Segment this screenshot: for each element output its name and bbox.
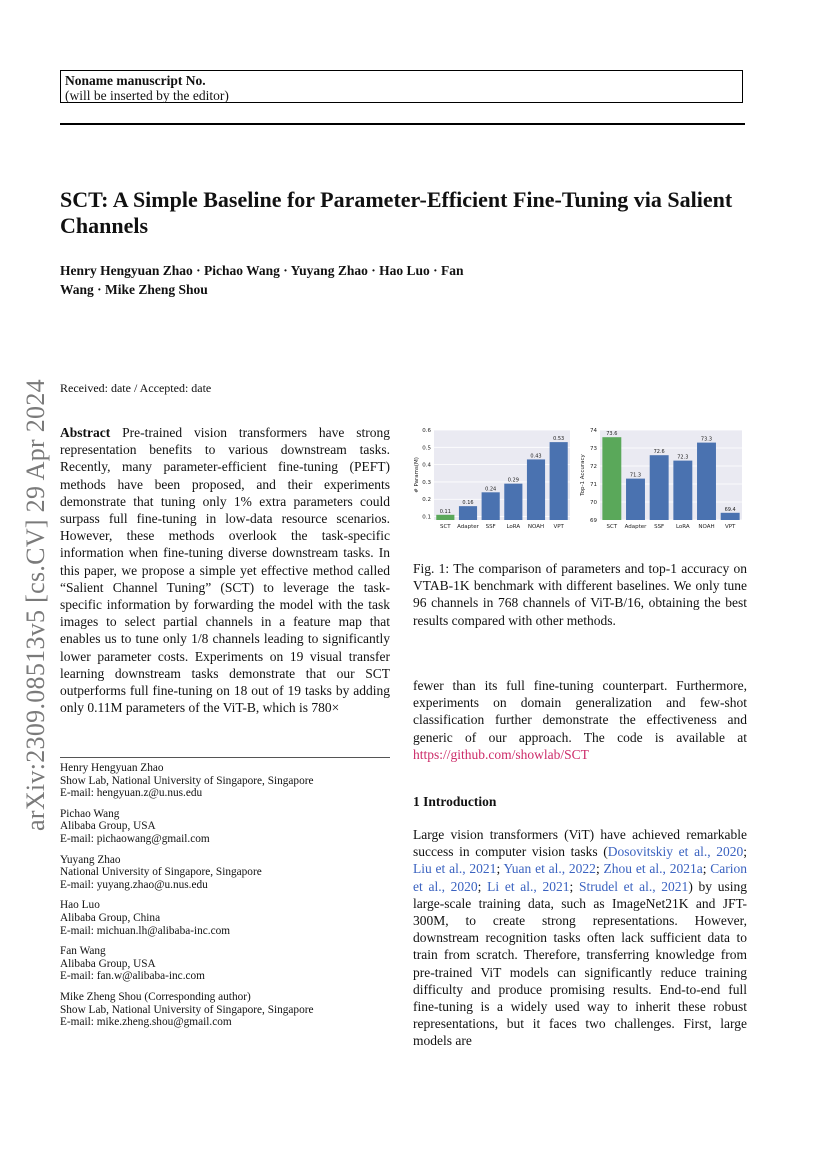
affiliations xyxy=(60,762,390,1037)
affiliation-org: Alibaba Group, USA xyxy=(60,820,156,833)
affiliation-email: E-mail: yuyang.zhao@u.nus.edu xyxy=(60,878,208,891)
abstract-label: Abstract xyxy=(60,425,111,440)
abstract-continuation-text: fewer than its full fine-tuning counterpart. Furthermore, experiments on domain generalization and few-shot classification further demonstrate the effectiveness and generic of our approach. The code is available at xyxy=(413,678,747,745)
intro-text: Large vision transformers (ViT) have achieved remarkable success in computer vision tasks ( xyxy=(413,827,747,860)
bar xyxy=(697,443,716,520)
affiliation-entry xyxy=(60,854,390,892)
section-heading: 1 Introduction xyxy=(413,794,497,809)
data-label: 0.16 xyxy=(462,500,474,507)
received-line: Received: date / Accepted: date xyxy=(60,381,212,395)
bar xyxy=(721,513,740,520)
bar xyxy=(550,442,568,520)
bar xyxy=(673,461,692,520)
bar xyxy=(504,484,522,520)
citation-separator: ; xyxy=(743,844,747,860)
citation-separator: ; xyxy=(569,878,579,894)
y-tick-label: 74 xyxy=(590,428,597,434)
affiliation-org: Alibaba Group, USA xyxy=(60,957,156,970)
x-tick-label: NOAH xyxy=(698,524,715,530)
code-link[interactable]: https://github.com/showlab/SCT xyxy=(413,746,589,762)
paper-title: SCT: A Simple Baseline for Parameter-Efficient Fine-Tuning via Salient Channels xyxy=(60,187,733,238)
x-tick-label: VPT xyxy=(553,524,564,530)
plot-area xyxy=(434,430,570,520)
citation-link[interactable]: Zhou et al., 2021a xyxy=(603,861,703,877)
citation-separator: ; xyxy=(477,878,488,894)
introduction-paragraph xyxy=(413,826,747,1050)
x-tick-label: LoRA xyxy=(675,524,690,530)
affiliation-entry xyxy=(60,945,390,983)
affiliation-email: E-mail: michuan.lh@alibaba-inc.com xyxy=(60,924,231,937)
affiliation-email: E-mail: hengyuan.z@u.nus.edu xyxy=(60,787,203,800)
affiliation-entry xyxy=(60,991,390,1029)
citation-link[interactable]: Strudel et al., 2021 xyxy=(578,878,689,894)
data-label: 0.29 xyxy=(507,477,519,484)
affiliation-org: National University of Singapore, Singapore xyxy=(60,866,262,879)
chart-2 xyxy=(580,428,742,530)
affiliation-name: Mike Zheng Shou (Corresponding author) xyxy=(60,990,251,1003)
affiliation-org: Alibaba Group, China xyxy=(60,911,161,924)
y-tick-label: 72 xyxy=(590,464,597,470)
affiliation-org: Show Lab, National University of Singapore, Singapore xyxy=(60,774,314,787)
citation-link[interactable]: Liu et al., 2021 xyxy=(413,861,497,877)
data-label: 0.53 xyxy=(553,436,565,443)
affiliation-email: E-mail: fan.w@alibaba-inc.com xyxy=(60,970,205,983)
affiliation-entry xyxy=(60,762,390,800)
affiliation-name: Hao Luo xyxy=(60,899,100,912)
y-tick-label: 0.2 xyxy=(422,497,431,504)
y-tick-label: 0.5 xyxy=(422,445,431,452)
y-axis-label: Top-1 Accuracy xyxy=(580,454,586,496)
x-tick-label: SCT xyxy=(439,524,451,530)
x-tick-label: SCT xyxy=(606,524,618,530)
affiliation-name: Henry Hengyuan Zhao xyxy=(60,762,164,774)
x-tick-label: NOAH xyxy=(527,524,545,530)
data-label: 0.24 xyxy=(485,486,497,493)
data-label: 72.6 xyxy=(653,449,665,456)
bar xyxy=(482,492,500,520)
x-tick-label: SSF xyxy=(654,524,665,530)
citation-link[interactable]: Li et al., 2021 xyxy=(487,878,570,894)
x-tick-label: VPT xyxy=(724,524,736,530)
data-label: 69.4 xyxy=(724,506,736,513)
data-label: 71.3 xyxy=(629,472,642,479)
y-tick-label: 0.1 xyxy=(422,514,431,521)
citation-link[interactable]: Yuan et al., 2022 xyxy=(503,861,596,877)
data-label: 73.6 xyxy=(606,431,618,438)
bar xyxy=(436,515,454,520)
y-axis-label: # Params(M) xyxy=(414,457,420,493)
x-tick-label: Adapter xyxy=(457,524,479,530)
y-tick-label: 0.6 xyxy=(422,428,431,434)
citation-separator: ; xyxy=(595,861,604,877)
y-tick-label: 0.3 xyxy=(422,479,431,486)
manuscript-number: Noname manuscript No. xyxy=(65,73,206,88)
data-label: 0.11 xyxy=(439,508,451,515)
data-label: 73.3 xyxy=(700,436,713,443)
arxiv-identifier-text: arXiv:2309.08513v5 [cs.CV] 29 Apr 2024 xyxy=(21,379,50,831)
y-tick-label: 0.4 xyxy=(422,462,431,469)
header-rule xyxy=(60,123,745,125)
abstract xyxy=(60,424,390,716)
affiliation-name: Yuyang Zhao xyxy=(60,853,121,866)
y-tick-label: 70 xyxy=(590,500,597,506)
arxiv-identifier xyxy=(14,360,58,850)
data-label: 0.43 xyxy=(530,453,542,460)
citation-separator: ; xyxy=(496,861,504,877)
figure-caption: Fig. 1: The comparison of parameters and top-1 accuracy on VTAB-1K benchmark with different baselines. We only tune 96 channels in 768 channels of ViT-B/16, obtaining the best results compared with other methods. xyxy=(413,561,747,628)
bar xyxy=(459,506,477,520)
abstract-continuation xyxy=(413,677,747,763)
chart-1 xyxy=(414,428,570,530)
citation-link[interactable]: Carion et al., 2020 xyxy=(413,861,748,894)
y-tick-label: 71 xyxy=(590,482,597,488)
editor-note: (will be inserted by the editor) xyxy=(65,88,229,103)
footnote-rule xyxy=(60,757,390,758)
author-list xyxy=(60,261,580,299)
x-tick-label: LoRA xyxy=(506,524,521,530)
affiliation-name: Fan Wang xyxy=(60,945,106,958)
affiliation-email: E-mail: mike.zheng.shou@gmail.com xyxy=(60,1016,232,1029)
affiliation-entry xyxy=(60,899,390,937)
citation-link[interactable]: Dosovitskiy et al., 2020 xyxy=(607,844,744,860)
affiliation-org: Show Lab, National University of Singapore, Singapore xyxy=(60,1003,314,1016)
x-tick-label: SSF xyxy=(485,524,496,530)
y-tick-label: 69 xyxy=(590,518,597,524)
citation-separator: ; xyxy=(702,861,711,877)
author-line-2: Wang · Mike Zheng Shou xyxy=(60,282,208,297)
figure-1-charts xyxy=(412,424,748,536)
x-tick-label: Adapter xyxy=(624,524,647,530)
data-label: 72.3 xyxy=(677,454,689,461)
bar xyxy=(527,459,545,520)
affiliation-entry xyxy=(60,808,390,846)
manuscript-header-box xyxy=(60,70,743,103)
bar xyxy=(626,479,645,520)
intro-text-continued: ) by using large-scale training data, such as ImageNet21K and JFT-300M, to create strong representations. However, downstream recognition tasks often lack sufficient data to train from scratch. Therefore, transferring knowledge from pre-trained ViT models can significantly reduce training difficulty and produce promising results. End-to-end full fine-tuning is a widely used way to inherit these robust representations, but it faces two challenges. First, large models are xyxy=(413,878,747,1049)
affiliation-name: Pichao Wang xyxy=(60,807,120,820)
y-tick-label: 73 xyxy=(590,446,597,452)
affiliation-email: E-mail: pichaowang@gmail.com xyxy=(60,832,210,845)
abstract-text: Pre-trained vision transformers have strong representation benefits to various downstream tasks. Recently, many parameter-efficient fine-tuning (PEFT) methods have been proposed, and their experiments demonstrate that tuning only 1% extra parameters could surpass full fine-tuning in low-data resource scenarios. However, these methods overlook the task-specific information when fine-tuning diverse downstream tasks. In this paper, we propose a simple yet effective method called “Salient Channel Tuning” (SCT) to leverage the task-specific information by forwarding the model with the task images to select partial channels in a feature map that enables us to tune only 1/8 channels leading to significantly lower parameter costs. Experiments on 19 visual transfer learning downstream tasks demonstrate that our SCT outperforms full fine-tuning on 18 out of 19 tasks by adding only 0.11M parameters of the ViT-B, which is 780× xyxy=(60,425,391,716)
bar xyxy=(602,437,621,520)
author-line-1: Henry Hengyuan Zhao · Pichao Wang · Yuyang Zhao · Hao Luo · Fan xyxy=(60,263,464,278)
bar xyxy=(650,455,669,520)
